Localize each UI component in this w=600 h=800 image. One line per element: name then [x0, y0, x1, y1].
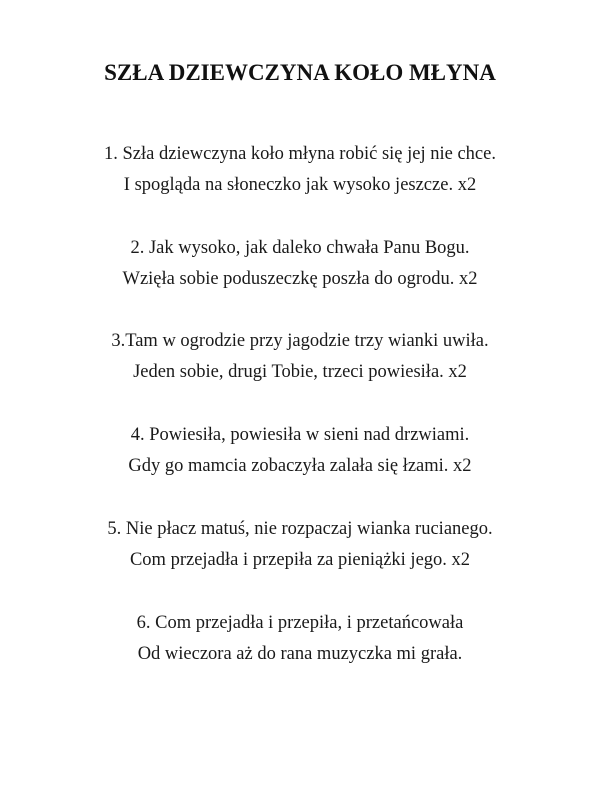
- verse-line: 3.Tam w ogrodzie przy jagodzie trzy wianki uwiła.: [111, 331, 489, 351]
- verse-line: 2. Jak wysoko, jak daleko chwała Panu Bogu.: [130, 238, 470, 258]
- stanza-3: [0, 326, 600, 388]
- verse-line: I spogląda na słoneczko jak wysoko jeszcze. x2: [123, 175, 477, 195]
- stanza-5: [0, 514, 600, 576]
- verse-line: Com przejadła i przepiła za pieniążki jego. x2: [129, 550, 471, 570]
- verse-line: Jeden sobie, drugi Tobie, trzeci powiesiła. x2: [133, 362, 467, 382]
- verse-line: Gdy go mamcia zobaczyła zalała się łzami. x2: [128, 456, 472, 476]
- stanza-1: [0, 139, 600, 201]
- verse-line: 6. Com przejadła i przepiła, i przetańcowała: [136, 613, 464, 633]
- verse-line: 1. Szła dziewczyna koło młyna robić się jej nie chce.: [104, 144, 496, 164]
- verse-line: 5. Nie płacz matuś, nie rozpaczaj wianka rucianego.: [107, 519, 493, 539]
- verse-line: Wzięła sobie poduszeczkę poszła do ogrodu. x2: [122, 269, 478, 289]
- song-title: SZŁA DZIEWCZYNA KOŁO MŁYNA: [104, 60, 496, 85]
- stanza-2: [0, 233, 600, 295]
- verse-line: Od wieczora aż do rana muzyczka mi grała.: [137, 644, 463, 664]
- verse-line: 4. Powiesiła, powiesiła w sieni nad drzwiami.: [130, 425, 470, 445]
- stanza-6: [0, 608, 600, 670]
- stanza-4: [0, 420, 600, 482]
